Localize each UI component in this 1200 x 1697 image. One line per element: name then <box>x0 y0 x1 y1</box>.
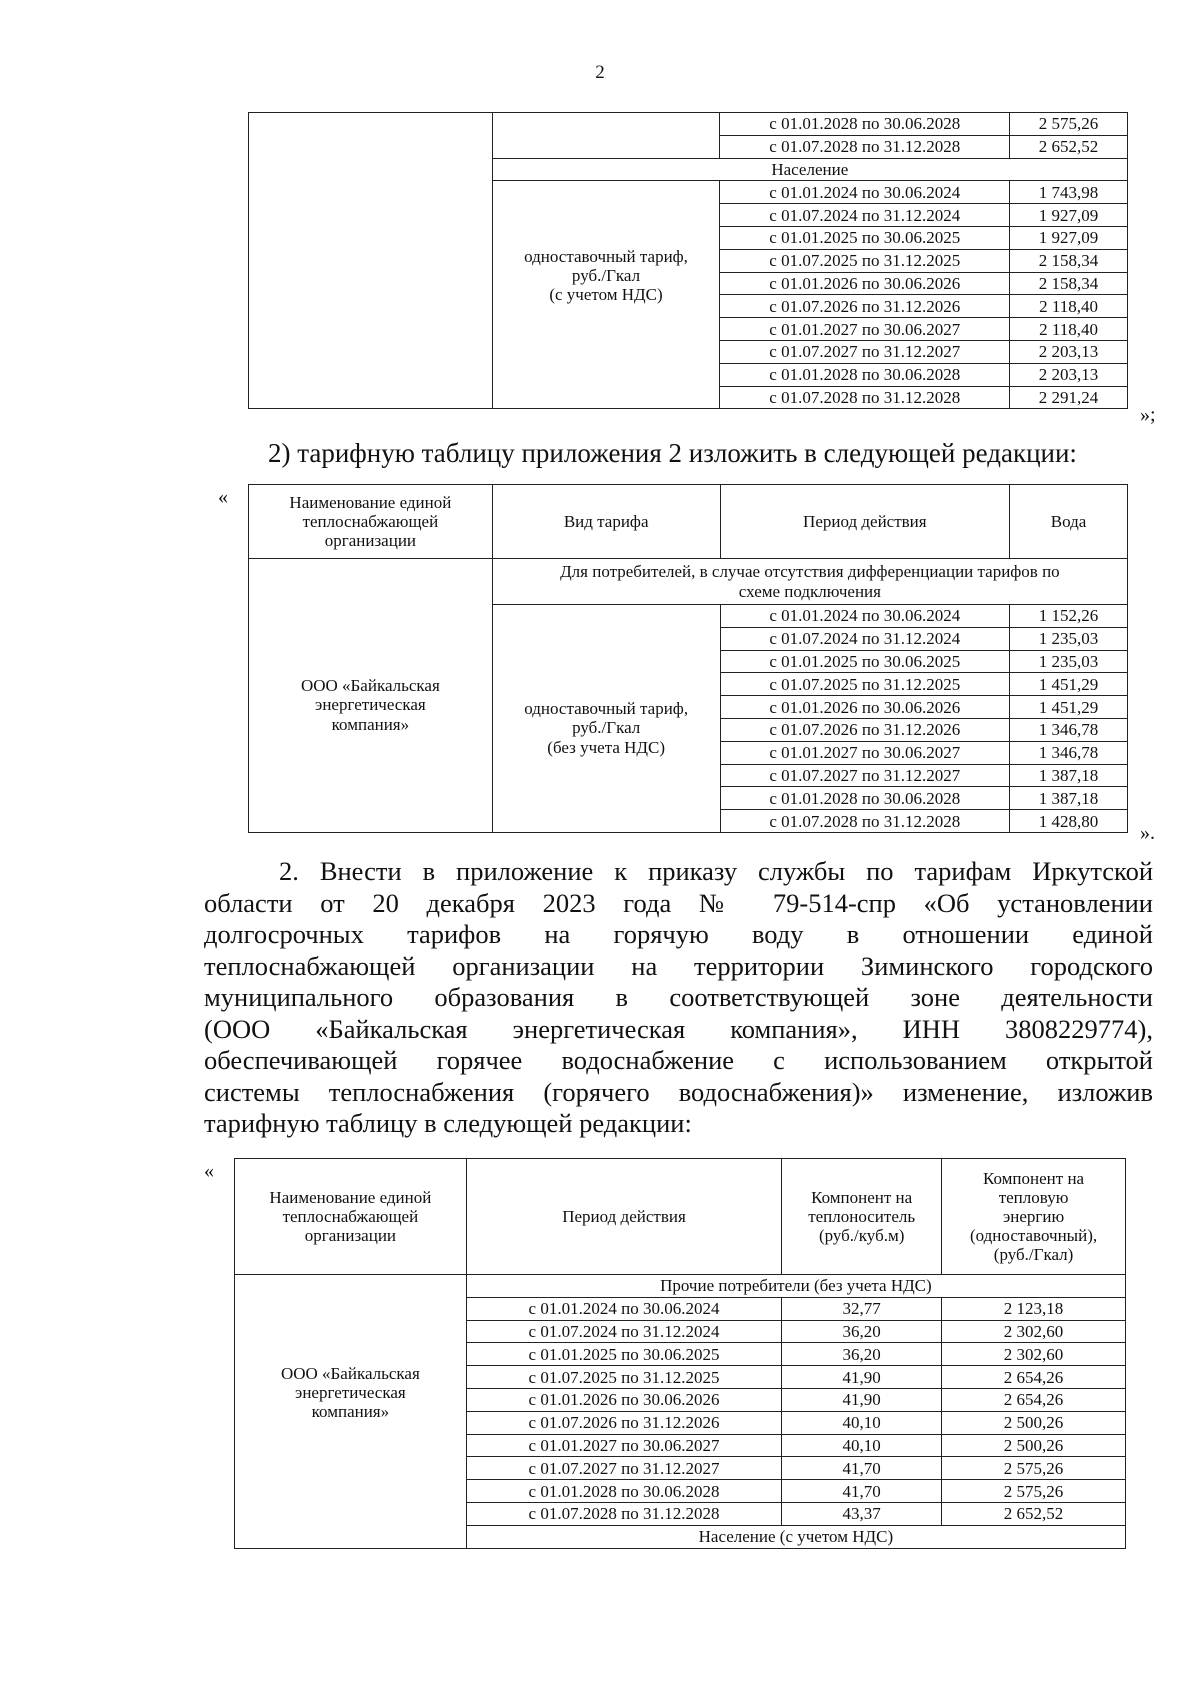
table2-closing-quote: ». <box>1140 822 1155 844</box>
header-period: Период действия <box>466 1159 781 1275</box>
energy-cell: 2 652,52 <box>942 1502 1126 1525</box>
value-cell: 1 927,09 <box>1010 226 1128 249</box>
energy-cell: 2 654,26 <box>942 1388 1126 1411</box>
period-cell: с 01.07.2026 по 31.12.2026 <box>720 718 1010 741</box>
section-label-line: схеме подключения <box>738 581 881 601</box>
value-cell: 1 235,03 <box>1010 650 1128 673</box>
paragraph-line: (ООО «Байкальская энергетическая компания», ИНН 3808229774), <box>204 1013 1153 1044</box>
energy-cell: 2 500,26 <box>942 1411 1126 1434</box>
tariff-type-line: (с учетом НДС) <box>549 285 663 305</box>
header-line: организации <box>324 531 417 551</box>
energy-cell: 2 575,26 <box>942 1480 1126 1503</box>
value-cell: 1 927,09 <box>1010 204 1128 227</box>
paragraph-line: области от 20 декабря 2023 года № 79-514-спр «Об установлении <box>204 887 1153 918</box>
paragraph-line: обеспечивающей горячее водоснабжение с использованием открытой <box>204 1045 1153 1075</box>
period-cell: с 01.01.2024 по 30.06.2024 <box>720 605 1010 628</box>
header-line: Компонент на <box>983 1168 1085 1188</box>
value-cell: 1 235,03 <box>1010 627 1128 650</box>
table-row <box>249 113 1128 136</box>
tariff-type-cell <box>492 181 720 409</box>
period-cell: с 01.01.2024 по 30.06.2024 <box>720 181 1010 204</box>
org-name-line: компания» <box>331 714 410 734</box>
section-label: Прочие потребители (без учета НДС) <box>466 1275 1125 1298</box>
period-cell: с 01.07.2028 по 31.12.2028 <box>720 135 1010 158</box>
carrier-cell: 32,77 <box>782 1297 942 1320</box>
carrier-cell: 40,10 <box>782 1434 942 1457</box>
header-line: энергию <box>1002 1206 1065 1226</box>
energy-cell: 2 123,18 <box>942 1297 1126 1320</box>
period-cell: с 01.01.2025 по 30.06.2025 <box>720 650 1010 673</box>
header-line: (одноставочный), <box>969 1226 1098 1246</box>
paragraph-line: системы теплоснабжения (горячего водоснабжения)» изменение, изложив <box>204 1076 1153 1107</box>
header-org <box>249 485 493 559</box>
section-heading-2: 2) тарифную таблицу приложения 2 изложить в следующей редакции: <box>268 438 1077 468</box>
header-line: теплоноситель <box>808 1206 916 1226</box>
period-cell: с 01.07.2025 по 31.12.2025 <box>720 673 1010 696</box>
value-cell: 2 652,52 <box>1010 135 1128 158</box>
value-cell: 1 346,78 <box>1010 718 1128 741</box>
energy-cell: 2 575,26 <box>942 1457 1126 1480</box>
header-line: (руб./Гкал) <box>993 1245 1074 1265</box>
period-cell: с 01.07.2026 по 31.12.2026 <box>466 1411 781 1434</box>
value-cell: 1 387,18 <box>1010 764 1128 787</box>
table1-closing-quote: »; <box>1140 404 1156 426</box>
carrier-cell: 36,20 <box>782 1320 942 1343</box>
paragraph-line: теплоснабжающей организации на территории Зиминского городского <box>204 950 1153 981</box>
tariff-type-cell <box>492 605 720 833</box>
value-cell: 2 575,26 <box>1010 113 1128 136</box>
header-line: Компонент на <box>811 1187 913 1207</box>
value-cell: 1 743,98 <box>1010 181 1128 204</box>
value-cell: 2 203,13 <box>1010 340 1128 363</box>
section-label: Население <box>492 158 1127 181</box>
section-row <box>235 1275 1126 1298</box>
period-cell: с 01.07.2028 по 31.12.2028 <box>720 386 1010 409</box>
period-cell: с 01.01.2026 по 30.06.2026 <box>720 272 1010 295</box>
energy-cell: 2 302,60 <box>942 1320 1126 1343</box>
org-cell-empty <box>249 113 493 409</box>
carrier-cell: 40,10 <box>782 1411 942 1434</box>
carrier-cell: 41,70 <box>782 1457 942 1480</box>
header-water: Вода <box>1010 485 1128 559</box>
period-cell: с 01.07.2024 по 31.12.2024 <box>466 1320 781 1343</box>
energy-cell: 2 500,26 <box>942 1434 1126 1457</box>
tariff-type-line: руб./Гкал <box>571 266 641 286</box>
period-cell: с 01.07.2028 по 31.12.2028 <box>720 810 1010 833</box>
period-cell: с 01.01.2027 по 30.06.2027 <box>720 318 1010 341</box>
table2-opening-quote: « <box>218 486 228 508</box>
period-cell: с 01.01.2025 по 30.06.2025 <box>466 1343 781 1366</box>
tariff-type-cell-empty <box>492 113 720 159</box>
paragraph-line: долгосрочных тарифов на горячую воду в отношении единой <box>204 919 1153 949</box>
header-line: Наименование единой <box>289 492 452 512</box>
header-line: теплоснабжающей <box>302 511 439 531</box>
value-cell: 1 346,78 <box>1010 741 1128 764</box>
period-cell: с 01.07.2027 по 31.12.2027 <box>720 340 1010 363</box>
header-row <box>249 485 1128 559</box>
period-cell: с 01.01.2027 по 30.06.2027 <box>466 1434 781 1457</box>
period-cell: с 01.07.2025 по 31.12.2025 <box>720 249 1010 272</box>
value-cell: 2 291,24 <box>1010 386 1128 409</box>
section-label-line: Для потребителей, в случае отсутствия дифференциации тарифов по <box>560 562 1060 582</box>
period-cell: с 01.07.2027 по 31.12.2027 <box>720 764 1010 787</box>
tariff-type-line: (без учета НДС) <box>547 737 666 757</box>
value-cell: 2 118,40 <box>1010 318 1128 341</box>
org-name-line: ООО «Байкальская <box>280 1363 420 1383</box>
header-org <box>235 1159 467 1275</box>
value-cell: 1 387,18 <box>1010 787 1128 810</box>
value-cell: 2 118,40 <box>1010 295 1128 318</box>
period-cell: с 01.01.2026 по 30.06.2026 <box>466 1388 781 1411</box>
header-tariff-type: Вид тарифа <box>492 485 720 559</box>
period-cell: с 01.07.2025 по 31.12.2025 <box>466 1366 781 1389</box>
period-cell: с 01.01.2028 по 30.06.2028 <box>466 1480 781 1503</box>
period-cell: с 01.07.2024 по 31.12.2024 <box>720 204 1010 227</box>
header-row <box>235 1159 1126 1275</box>
paragraph-line: муниципального образования в соответствующей зоне деятельности <box>204 982 1153 1012</box>
org-name-cell <box>235 1275 467 1549</box>
tariff-table-appendix-2 <box>248 484 1128 833</box>
tariff-type-line: одноставочный тариф, <box>524 699 689 719</box>
section-label <box>492 559 1127 605</box>
period-cell: с 01.01.2027 по 30.06.2027 <box>720 741 1010 764</box>
org-name-line: ООО «Байкальская <box>300 676 440 696</box>
period-cell: с 01.07.2024 по 31.12.2024 <box>720 627 1010 650</box>
header-line: организации <box>304 1226 397 1246</box>
header-period: Период действия <box>720 485 1010 559</box>
energy-cell: 2 302,60 <box>942 1343 1126 1366</box>
table3-opening-quote: « <box>204 1160 214 1182</box>
carrier-cell: 41,70 <box>782 1480 942 1503</box>
tariff-type-line: руб./Гкал <box>572 718 641 738</box>
org-name-line: энергетическая <box>295 1382 406 1402</box>
value-cell: 2 158,34 <box>1010 249 1128 272</box>
period-cell: с 01.01.2024 по 30.06.2024 <box>466 1297 781 1320</box>
period-cell: с 01.01.2026 по 30.06.2026 <box>720 696 1010 719</box>
carrier-cell: 43,37 <box>782 1502 942 1525</box>
header-line: теплоснабжающей <box>282 1206 419 1226</box>
header-line: Наименование единой <box>269 1187 432 1207</box>
page-number: 2 <box>595 62 605 83</box>
paragraph-2 <box>204 856 1153 1140</box>
paragraph-line: тарифную таблицу в следующей редакции: <box>204 1108 692 1138</box>
header-line: тепловую <box>998 1187 1069 1207</box>
header-line: (руб./куб.м) <box>818 1226 905 1246</box>
value-cell: 2 203,13 <box>1010 363 1128 386</box>
org-name-cell <box>249 559 493 833</box>
period-cell: с 01.01.2028 по 30.06.2028 <box>720 113 1010 136</box>
period-cell: с 01.07.2027 по 31.12.2027 <box>466 1457 781 1480</box>
value-cell: 1 451,29 <box>1010 696 1128 719</box>
carrier-cell: 36,20 <box>782 1343 942 1366</box>
value-cell: 1 451,29 <box>1010 673 1128 696</box>
value-cell: 1 428,80 <box>1010 810 1128 833</box>
section-row <box>249 559 1128 605</box>
org-name-line: энергетическая <box>315 695 426 715</box>
period-cell: с 01.07.2026 по 31.12.2026 <box>720 295 1010 318</box>
energy-cell: 2 654,26 <box>942 1366 1126 1389</box>
hot-water-tariff-table <box>234 1158 1126 1549</box>
period-cell: с 01.01.2025 по 30.06.2025 <box>720 226 1010 249</box>
tariff-type-line: одноставочный тариф, <box>524 247 688 267</box>
period-cell: с 01.07.2028 по 31.12.2028 <box>466 1502 781 1525</box>
header-carrier <box>782 1159 942 1275</box>
carrier-cell: 41,90 <box>782 1388 942 1411</box>
carrier-cell: 41,90 <box>782 1366 942 1389</box>
paragraph-line: 2. Внести в приложение к приказу службы по тарифам Иркутской <box>279 856 1153 886</box>
section-label: Население (с учетом НДС) <box>466 1525 1125 1548</box>
tariff-table-continuation <box>248 112 1128 409</box>
value-cell: 1 152,26 <box>1010 605 1128 628</box>
period-cell: с 01.01.2028 по 30.06.2028 <box>720 363 1010 386</box>
period-cell: с 01.01.2028 по 30.06.2028 <box>720 787 1010 810</box>
org-name-line: компания» <box>311 1401 390 1421</box>
value-cell: 2 158,34 <box>1010 272 1128 295</box>
header-energy <box>942 1159 1126 1275</box>
